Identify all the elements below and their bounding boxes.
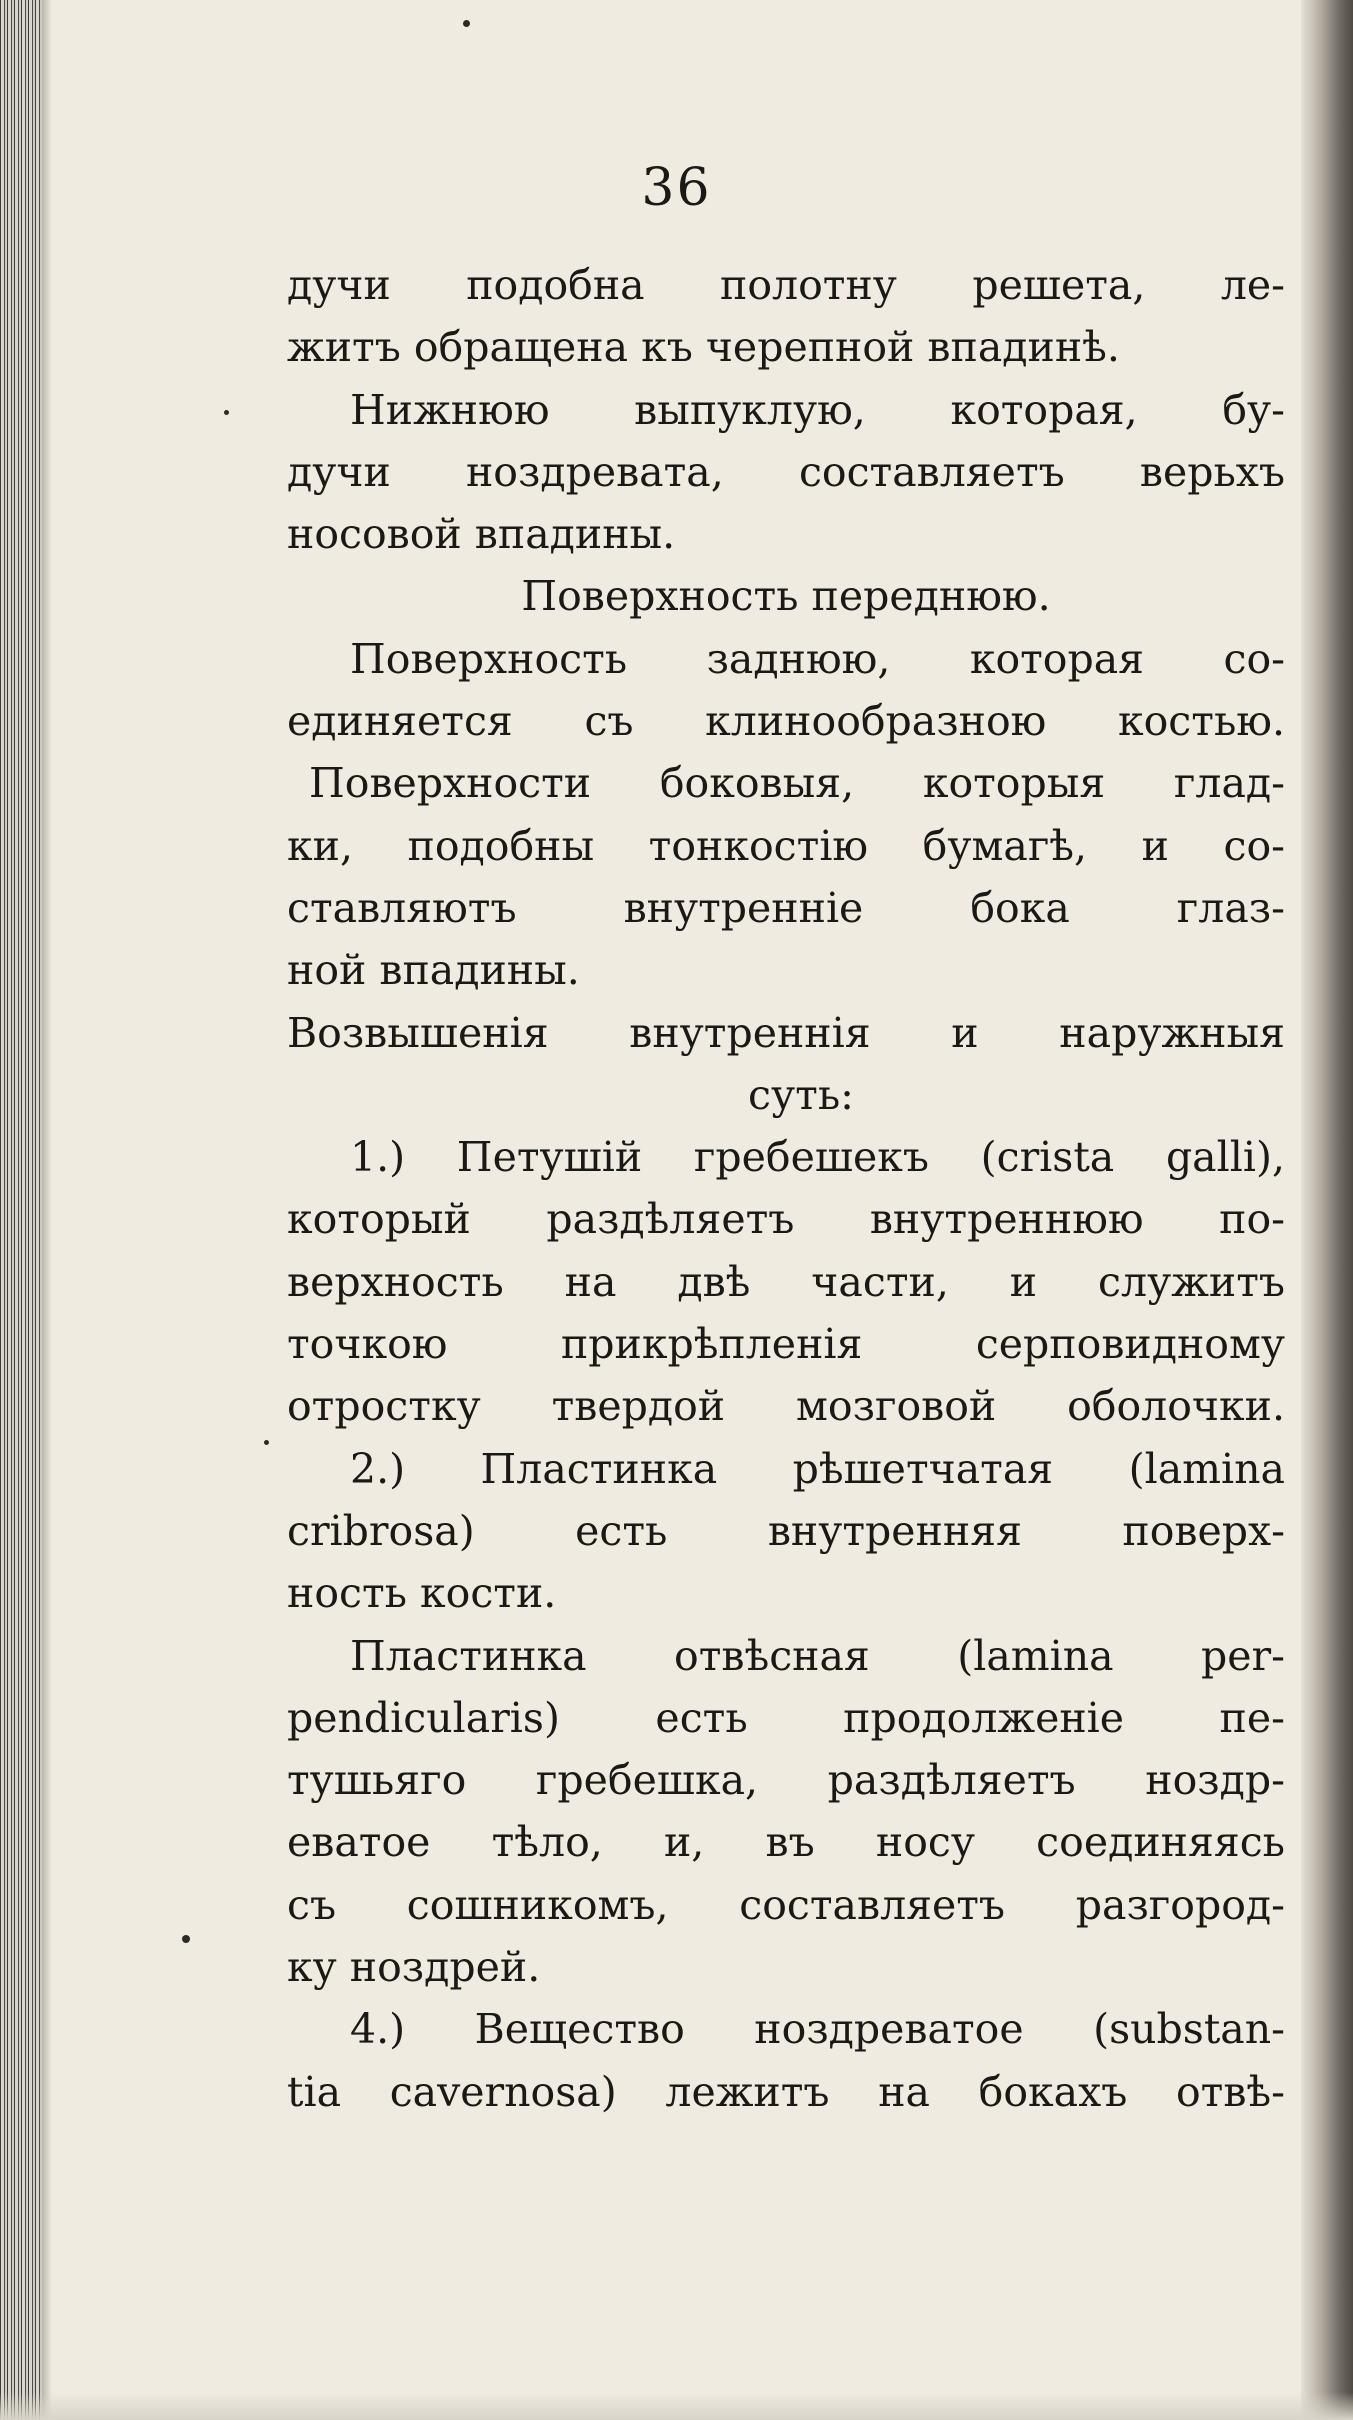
text-line: точкою прикрѣпленія серповидному: [287, 1320, 1285, 1369]
page-bottom-edge: [0, 2392, 1353, 2420]
text-line: суть:: [748, 1070, 854, 1119]
text-line: ной впадины.: [287, 946, 580, 995]
text-line: съ сошникомъ, составляетъ разгород-: [287, 1880, 1285, 1929]
text-line: который раздѣляетъ внутреннюю по-: [287, 1195, 1285, 1244]
text-line: ки, подобны тонкостію бумагѣ, и со-: [287, 821, 1285, 870]
text-line: cribrosa) есть внутренняя поверх-: [287, 1506, 1285, 1555]
ink-speck: [182, 1935, 190, 1943]
page-number: 36: [641, 158, 712, 218]
text-line: tia cavernosa) лежитъ на бокахъ отвѣ-: [287, 2067, 1285, 2116]
list-item: 4.) Вещество ноздреватое (substan-: [350, 2005, 1285, 2054]
ink-speck: [224, 410, 229, 415]
text-line: ставляютъ внутренніе бока глаз-: [287, 883, 1285, 932]
text-line: дучи ноздревата, составляетъ верьхъ: [287, 447, 1285, 496]
text-line: житъ обращена къ черепной впадинѣ.: [287, 323, 1120, 372]
body-text: [287, 254, 1285, 2123]
text-line: единяется съ клинообразною костью.: [287, 697, 1285, 746]
text-line: ность кости.: [287, 1569, 557, 1618]
text-line: отростку твердой мозговой оболочки.: [287, 1382, 1285, 1431]
book-binding: [0, 0, 42, 2420]
text-line: Пластинка отвѣсная (lamina per-: [350, 1631, 1285, 1680]
text-line: еватое тѣло, и, въ носу соединяясь: [287, 1818, 1285, 1867]
binding-shadow: [42, 0, 52, 2420]
text-line: pendicularis) есть продолженіе пе-: [287, 1693, 1285, 1742]
text-line: Поверхность заднюю, которая со-: [350, 634, 1285, 683]
ink-speck: [264, 1440, 269, 1445]
text-line: верхность на двѣ части, и служитъ: [287, 1257, 1285, 1306]
text-line: Возвышенія внутреннія и наружныя: [287, 1008, 1285, 1057]
text-line: ку ноздрей.: [287, 1943, 541, 1992]
text-line: тушьяго гребешка, раздѣляетъ ноздр-: [287, 1756, 1285, 1805]
section-heading: Поверхность переднюю.: [521, 572, 1051, 621]
text-line: дучи подобна полотну решета, ле-: [287, 261, 1285, 309]
list-item: 1.) Петушій гребешекъ (crista galli),: [350, 1133, 1285, 1182]
ink-speck: [463, 20, 470, 27]
text-line: Поверхности боковыя, которыя глад-: [309, 759, 1285, 808]
page-edge-shadow: [1301, 0, 1353, 2420]
text-line: Нижнюю выпуклую, которая, бу-: [350, 385, 1285, 434]
text-line: носовой впадины.: [287, 510, 676, 559]
list-item: 2.) Пластинка рѣшетчатая (lamina: [350, 1444, 1285, 1493]
